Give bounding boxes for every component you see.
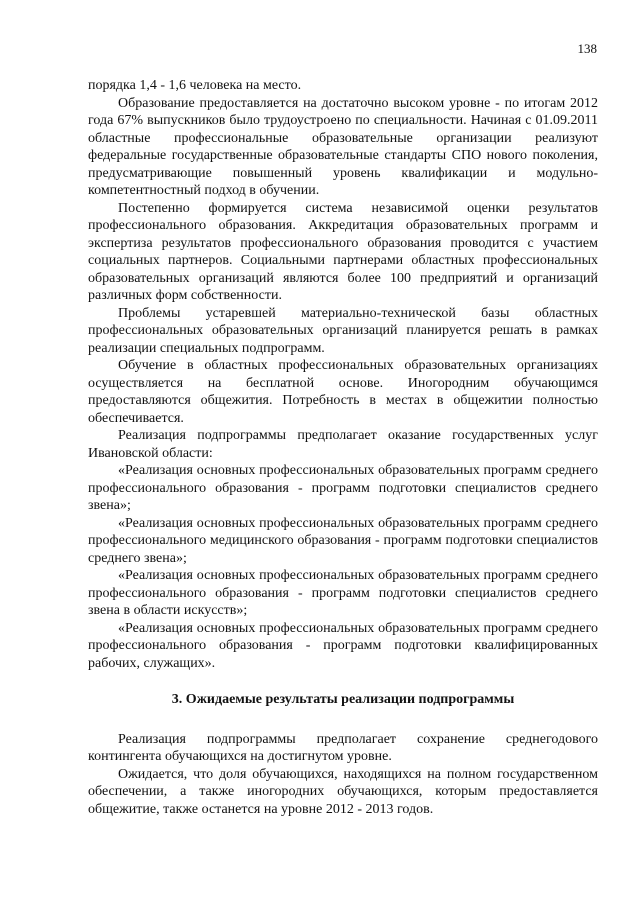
paragraph-service-item: «Реализация основных профессиональных образовательных программ среднего профессионального медицинского образования - программ подготовки специалистов среднего звена»;: [88, 515, 598, 566]
paragraph-contingent: Реализация подпрограммы предполагает сохранение среднегодового контингента обучающихся на достигнутом уровне.: [88, 731, 598, 764]
paragraph-service-item: «Реализация основных профессиональных образовательных программ среднего профессионального образования - программ подготовки квалифицированных рабочих, служащих».: [88, 620, 598, 671]
paragraph-expected-share: Ожидается, что доля обучающихся, находящихся на полном государственном обеспечении, а также иногородних обучающихся, которым предоставляется общежитие, также останется на уровне 2012 - 2013 годов.: [88, 766, 598, 817]
paragraph-service-item: «Реализация основных профессиональных образовательных программ среднего профессионального образования - программ подготовки специалистов среднего звена в области искусств»;: [88, 568, 598, 618]
paragraph-free-education: Обучение в областных профессиональных образовательных организациях осуществляется на бесплатной основе. Иногородним обучающимся предоставляются общежития. Потребность в местах в общежитии полностью обеспечивается.: [88, 358, 598, 426]
paragraph-assessment-system: Постепенно формируется система независимой оценки результатов профессионального образования. Аккредитация образовательных программ и экспертиза результатов профессионального образования проводится с участием социальных партнеров. Социальными партнерами областных профессиональных образовательных организаций являются более 100 предприятий и организаций различных форм собственности.: [88, 200, 598, 303]
page-number: 138: [577, 41, 597, 56]
paragraph-continuation: порядка 1,4 - 1,6 человека на место.: [88, 78, 302, 93]
paragraph-service-item: «Реализация основных профессиональных образовательных программ среднего профессионального образования - программ подготовки специалистов среднего звена»;: [88, 463, 598, 513]
paragraph-material-base: Проблемы устаревшей материально-технической базы областных профессиональных образовательных организаций планируется решать в рамках реализации специальных подпрограмм.: [88, 305, 598, 356]
document-body: [88, 77, 598, 818]
paragraph-education-quality: Образование предоставляется на достаточно высоком уровне - по итогам 2012 года 67% выпускников было трудоустроено по специальности. Начиная с 01.09.2011 областные профессиональные образовательные организации реализуют федеральные государственные образовательные стандарты СПО нового поколения, предусматривающие повышенный уровень квалификации и модульно-компетентностный подход в обучении.: [88, 95, 598, 198]
paragraph-services-intro: Реализация подпрограммы предполагает оказание государственных услуг Ивановской области:: [88, 428, 598, 461]
section-heading: 3. Ожидаемые результаты реализации подпрограммы: [171, 692, 515, 707]
